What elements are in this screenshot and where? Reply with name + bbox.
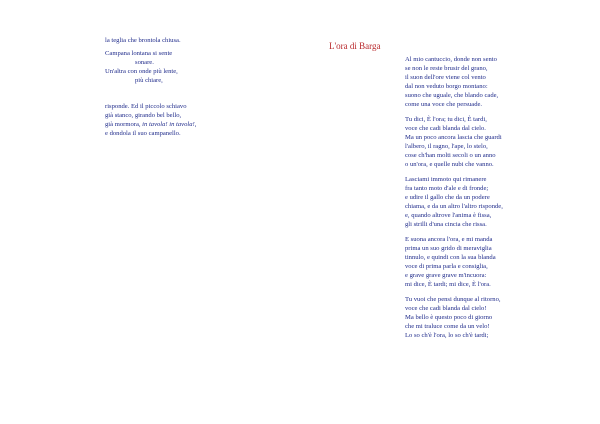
poem-line: e, quando altrove l'anima è fissa, [405,212,492,219]
poem-line: Tu vuoi che pensi dunque al ritorno, [405,296,501,303]
poem-line: Lo so ch'è l'ora, lo so ch'è tardi; [405,332,489,339]
poem-line: gli strilli d'una cincia che rissa. [405,221,487,228]
poem-line: la teglia che brontola chiusa. [105,37,181,44]
poem-line: il suon dell'ore viene col vento [405,74,486,81]
poem-line: Al mio cantuccio, donde non sento [405,56,497,63]
poem-line: come una voce che persuade. [405,101,483,108]
poem-line: Tu dici, È l'ora; tu dici, È tardi, [405,116,487,123]
right-page [300,0,600,424]
poem-line: suono che uguale, che blando cade, [405,92,499,99]
poem-line: più chiare, [135,77,163,84]
poem-line: tinnulo, e quindi con la sua blanda [405,254,496,261]
poem-line: voce di prima parla e consiglia, [405,263,488,270]
poem-line: voce che cadi blanda dal cielo. [405,125,486,132]
poem-line: voce che cadi blanda dal cielo! [405,305,487,312]
poem-line: Ma un poco ancora lascia che guardi [405,134,502,141]
poem-line-tail: , [194,121,197,128]
poem-line: Campana lontana si sente [105,50,173,57]
poem-line: prima un suo grido di meraviglia [405,245,492,252]
poem-line: E suona ancora l'ora, e mi manda [405,236,493,243]
poem-line: sonare. [135,59,154,66]
poem-line: o un'ora, e quelle nubi che vanno. [405,161,494,168]
poem-line: Un'altra con onde più lente, [105,68,178,75]
poem-line: Lasciami immoto qui rimanere [405,176,487,183]
poem-line: già stanco, girando bel bello, [105,112,182,119]
poem-line: cose ch'han molti secoli o un anno [405,152,496,159]
poem-line: fra tanto moto d'ale e di fronde; [405,185,489,192]
poem-line: chiama, e da un altro l'altro risponde, [405,203,503,210]
poem-line: e udire il gallo che da un podere [405,194,490,201]
poem-line: Ma bello è questo poco di giorno [405,314,493,321]
poem-line: l'albero, il ragno, l'ape, lo stelo, [405,143,488,150]
poem-title: L'ora di Barga [329,41,381,51]
poem-line: e dondola il suo campanello. [105,130,181,137]
poem-line: risponde. Ed il piccolo schiavo [105,103,187,110]
poem-line: che mi traluce come da un velo! [405,323,490,330]
poem-line [105,121,196,129]
poem-line: se non le reste brusir del grano, [405,65,488,72]
poem-line-emphasis: in tavola! in tavola! [142,121,195,128]
poem-line-text: già mormora, [105,121,143,128]
poem-line: dal non veduto borgo montano: [405,83,488,90]
poem-line: e grave grave grave m'incuora: [405,272,487,279]
poem-line: mi dice, È tardi; mi dice, È l'ora. [405,281,491,288]
